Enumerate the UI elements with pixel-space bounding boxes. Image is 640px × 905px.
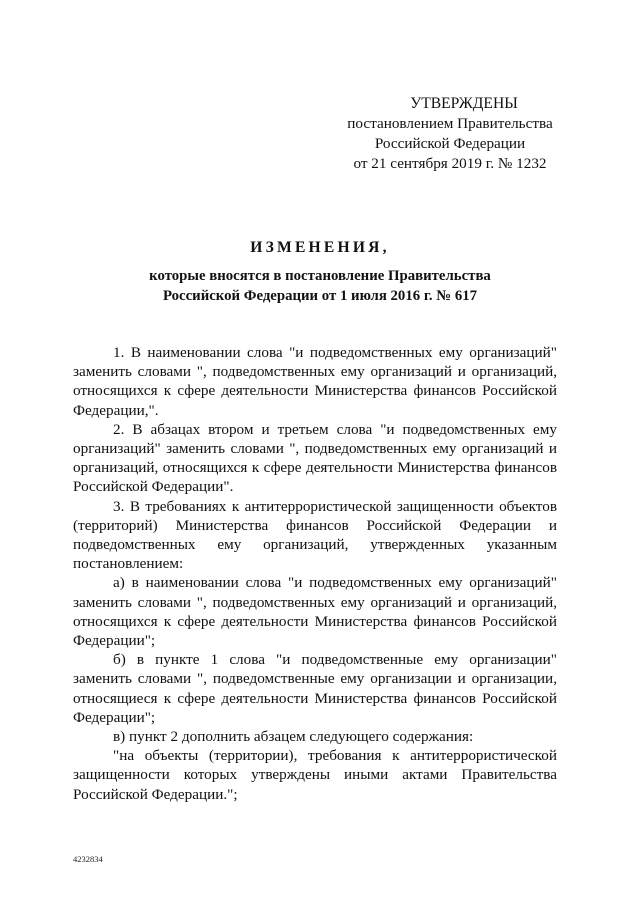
document-subtitle <box>0 266 640 306</box>
approval-line-2: Российской Федерации <box>374 135 526 152</box>
approval-stamp <box>330 94 570 174</box>
approval-heading: УТВЕРЖДЕНЫ <box>410 95 518 112</box>
paragraph-1: 1. В наименовании слова "и подведомственных ему организаций" заменить словами ", подведомственных ему организаций и организаций, относящихся к сфере деятельности Министерства финансов Российской Федерации,". <box>73 344 557 419</box>
paragraph-2: 2. В абзацах втором и третьем слова "и подведомственных ему организаций" заменить словами ", подведомственных ему организаций и организаций, относящихся к сфере деятельности Министерства финансов Российской Федерации". <box>73 420 557 496</box>
document-title: ИЗМЕНЕНИЯ, <box>250 239 390 256</box>
paragraph-3a: а) в наименовании слова "и подведомственных ему организаций" заменить словами ", подведомственных ему организаций и организаций, относящихся к сфере деятельности Министерства финансов Российской Федерации"; <box>73 574 557 650</box>
subtitle-line-1: которые вносятся в постановление Правительства <box>149 268 491 284</box>
document-number: 4232834 <box>73 854 103 864</box>
paragraph-3: 3. В требованиях к антитеррористической защищенности объектов (территорий) Министерства финансов Российской Федерации и подведомственных ему организаций, утвержденных указанным постановлением: <box>73 497 557 573</box>
subtitle-line-2: Российской Федерации от 1 июля 2016 г. № 617 <box>162 288 478 304</box>
paragraph-3b: б) в пункте 1 слова "и подведомственные ему организации" заменить словами ", подведомственные ему организации и организации, относящиеся к сфере деятельности Министерства финансов Российской Федерации"; <box>73 651 557 726</box>
document-body <box>73 343 557 804</box>
paragraph-3v-quote: "на объекты (территории), требования к антитеррористической защищенности которых утверждены иными актами Правительства Российской Федерации."; <box>73 747 557 803</box>
approval-line-3: от 21 сентября 2019 г. № 1232 <box>353 155 547 172</box>
approval-line-1: постановлением Правительства <box>347 115 553 132</box>
paragraph-3v: в) пункт 2 дополнить абзацем следующего содержания: <box>113 728 474 746</box>
